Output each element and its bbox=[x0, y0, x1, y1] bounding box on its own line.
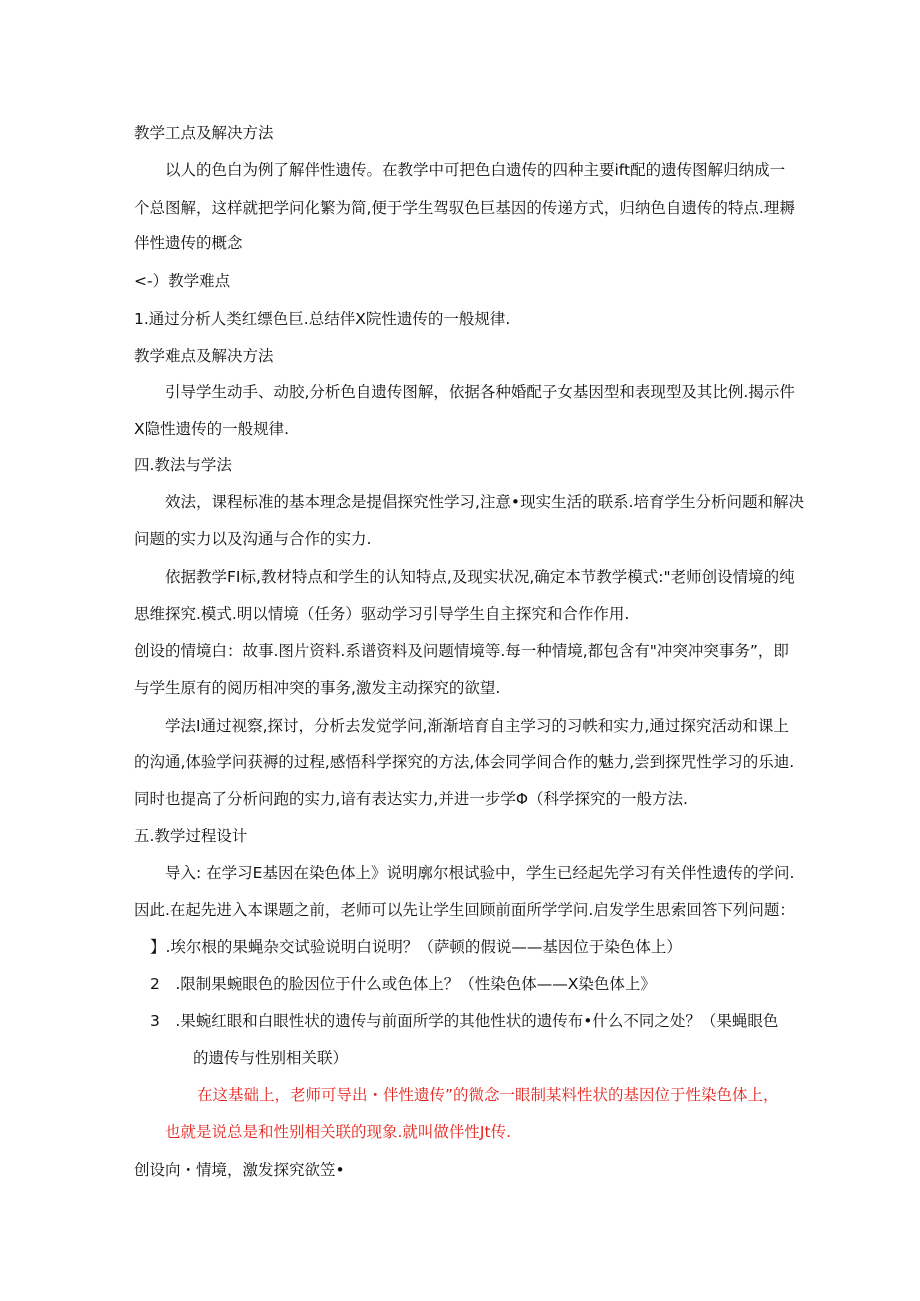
paragraph-line: 创设向・情境，激发探究欲笠• bbox=[134, 1161, 345, 1179]
paragraph-line: 的沟通,体验学问获褥的过程,感悟科学探究的方法,体会同学间合作的魅力,尝到探咒性学习的乐迪. bbox=[134, 753, 795, 771]
heading-difficulty-solutions: 教学难点及解决方法 bbox=[134, 347, 274, 365]
heading-teaching-difficulty: <-）教学难点 bbox=[134, 272, 231, 290]
paragraph-line: 因此.在起先进入本课题之前，老师可以先让学生回顾前面所学学问.启发学生思索回答下列问题： bbox=[134, 901, 795, 919]
list-item: 3 .果蜿红眼和白眼性状的遗传与前面所学的其他性状的遗传布•什么不同之处？（果蝇眼色 bbox=[150, 1012, 779, 1030]
paragraph-line: 同时也提高了分析问跑的实力,谙有表达实力,并进一步学Φ（科学探究的一般方法. bbox=[134, 790, 688, 808]
list-item: 2 .限制果蜿眼色的脸因位于什么或色体上？（性染色体——X染色体上》 bbox=[150, 975, 656, 993]
heading-key-points-solutions: 教学工点及解决方法 bbox=[134, 124, 274, 142]
paragraph-line: 创设的情境白：故事.图片资料.系谱资料及问题情境等.每一种情境,都包含有"冲突冲突事务”，即 bbox=[134, 642, 789, 660]
highlight-text: 也就是说总是和性别相关联的现象.就叫做伴性Jt传. bbox=[165, 1123, 512, 1141]
list-item: 】.埃尔根的果蝇杂交试验说明白说明？（萨顿的假说——基因位于染色体上） bbox=[150, 938, 682, 956]
paragraph-line: 与学生原有的阅历相冲突的事务,激发主动探究的欲望. bbox=[134, 679, 501, 697]
paragraph-line: 引导学生动手、动胶,分析色自遗传图解，依据各种婚配子女基因型和表现型及其比例.揭示件 bbox=[165, 383, 795, 401]
highlight-text: 在这基础上，老师可导出・伴性遗传”的微念一眼制某料性状的基因位于性染色体上， bbox=[197, 1086, 779, 1104]
paragraph-line: X隐性遗传的一般规律. bbox=[134, 420, 290, 438]
paragraph-line: 1.通过分析人类红缥色巨.总结伴X院性遗传的一般规律. bbox=[134, 310, 511, 328]
heading-teaching-methods: 四.教法与学法 bbox=[134, 456, 232, 474]
paragraph-line: 思维探究.模式.明以情境（任务）驱动学习引导学生自主探究和合作作用. bbox=[134, 605, 630, 623]
list-item-continuation: 的遗传与性别相关联） bbox=[193, 1049, 349, 1067]
heading-process-design: 五.教学过程设计 bbox=[134, 827, 248, 845]
paragraph-line: 个总图解，这样就把学问化繁为简,便于学生驾驭色巨基因的传递方式，归纳色自遗传的特点.理耨 bbox=[134, 199, 795, 217]
paragraph-line: 学法I通过视察,探讨，分析去发觉学问,渐渐培育自主学习的习帙和实力,通过探究活动和课上 bbox=[165, 717, 789, 735]
paragraph-line: 导入: 在学习E基因在染色体上》说明廓尔根试验中，学生已经起先学习有关伴性遗传的学问. bbox=[165, 864, 795, 882]
paragraph-line: 以人的色白为例了解伴性遗传。在教学中可把色白遗传的四种主要ift配的遗传图解归纳成一 bbox=[165, 161, 786, 179]
paragraph-line: 伴性遗传的概念 bbox=[134, 234, 243, 252]
paragraph-line: 问题的实力以及沟通与合作的实力. bbox=[134, 530, 372, 548]
paragraph-line: 效法，课程标准的基本理念是提倡探究性学习,注意•现实生活的联系.培育学生分析问题和解决 bbox=[165, 493, 804, 511]
paragraph-line: 依据教学FI标,教材特点和学生的认知特点,及现实状况,确定本节教学模式:"老师创设情境的纯 bbox=[165, 568, 795, 586]
